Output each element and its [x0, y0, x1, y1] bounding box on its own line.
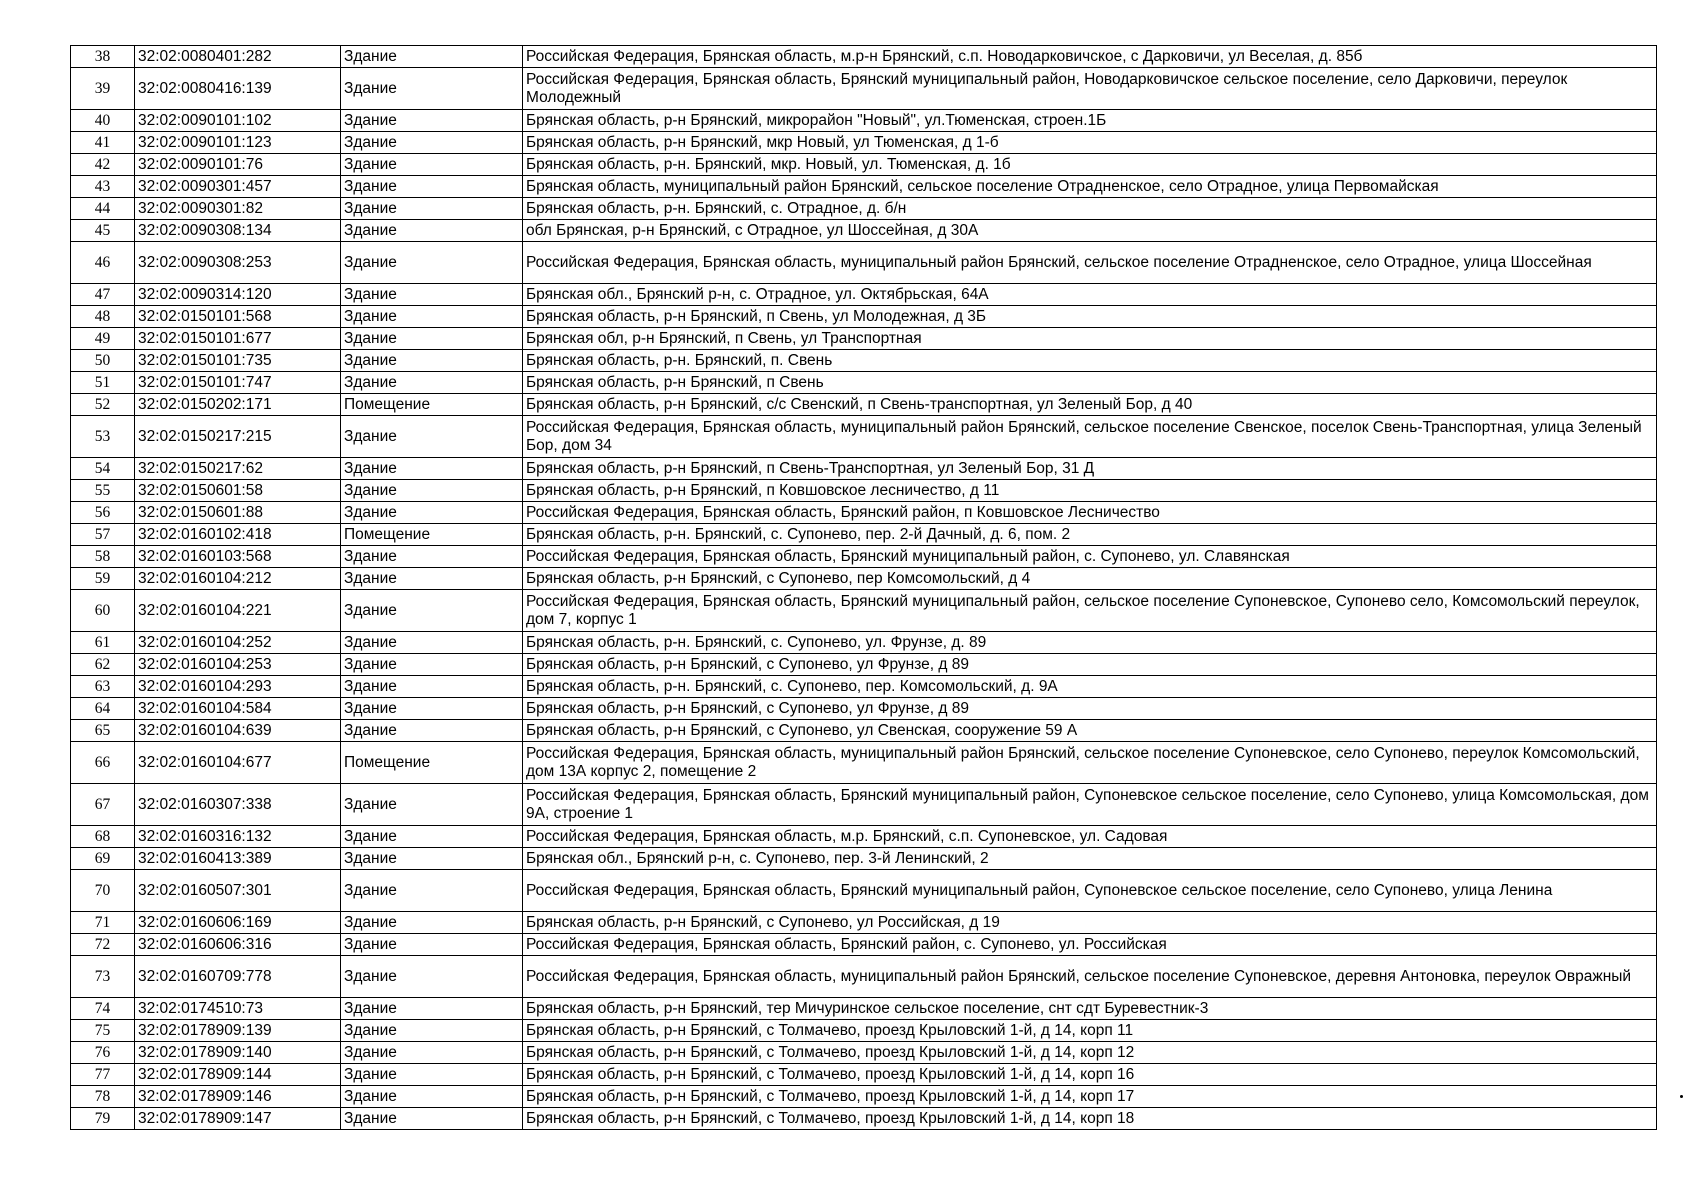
table-row — [71, 502, 1657, 524]
row-number: 75 — [71, 1020, 135, 1042]
cadastral-number: 32:02:0090301:457 — [135, 176, 341, 198]
object-type: Здание — [341, 480, 523, 502]
row-number: 63 — [71, 676, 135, 698]
object-address: Брянская область, р-н Брянский, с Супонево, ул Фрунзе, д 89 — [523, 698, 1657, 720]
cadastral-number: 32:02:0090101:102 — [135, 110, 341, 132]
object-type: Здание — [341, 934, 523, 956]
row-number: 40 — [71, 110, 135, 132]
object-address: Брянская область, р-н Брянский, мкр Новый, ул Тюменская, д 1-б — [523, 132, 1657, 154]
table-row — [71, 68, 1657, 110]
cadastral-number: 32:02:0150202:171 — [135, 394, 341, 416]
object-type: Здание — [341, 1064, 523, 1086]
object-type: Здание — [341, 784, 523, 826]
table-row — [71, 632, 1657, 654]
object-type: Помещение — [341, 394, 523, 416]
object-address: Российская Федерация, Брянская область, муниципальный район Брянский, сельское поселение Супоневское, деревня Антоновка, переулок Овражный — [523, 956, 1657, 998]
object-type: Здание — [341, 372, 523, 394]
object-type: Здание — [341, 912, 523, 934]
object-address: Брянская область, р-н Брянский, с Супонево, ул Свенская, сооружение 59 А — [523, 720, 1657, 742]
cadastral-number: 32:02:0160709:778 — [135, 956, 341, 998]
table-row — [71, 720, 1657, 742]
registry-body — [71, 46, 1657, 1130]
table-row — [71, 546, 1657, 568]
object-address: Брянская область, р-н Брянский, с Супонево, пер Комсомольский, д 4 — [523, 568, 1657, 590]
object-type: Здание — [341, 198, 523, 220]
table-row — [71, 956, 1657, 998]
cadastral-number: 32:02:0160102:418 — [135, 524, 341, 546]
row-number: 54 — [71, 458, 135, 480]
row-number: 44 — [71, 198, 135, 220]
object-address: Российская Федерация, Брянская область, муниципальный район Брянский, сельское поселение Супоневское, село Супонево, переулок Комсомольский, дом 13А корпус 2, помещение 2 — [523, 742, 1657, 784]
object-type: Здание — [341, 1108, 523, 1130]
table-row — [71, 524, 1657, 546]
object-address: Российская Федерация, Брянская область, м.р. Брянский, с.п. Супоневское, ул. Садовая — [523, 826, 1657, 848]
object-type: Здание — [341, 154, 523, 176]
object-type: Здание — [341, 998, 523, 1020]
cadastral-number: 32:02:0178909:139 — [135, 1020, 341, 1042]
object-type: Здание — [341, 220, 523, 242]
cadastral-number: 32:02:0160104:677 — [135, 742, 341, 784]
object-address: Брянская область, р-н. Брянский, с. Супонево, пер. 2-й Дачный, д. 6, пом. 2 — [523, 524, 1657, 546]
row-number: 72 — [71, 934, 135, 956]
object-type: Помещение — [341, 524, 523, 546]
row-number: 64 — [71, 698, 135, 720]
object-type: Здание — [341, 176, 523, 198]
object-type: Здание — [341, 350, 523, 372]
cadastral-number: 32:02:0090308:134 — [135, 220, 341, 242]
table-row — [71, 132, 1657, 154]
object-type: Здание — [341, 654, 523, 676]
object-address: Брянская область, р-н Брянский, с Толмачево, проезд Крыловский 1-й, д 14, корп 18 — [523, 1108, 1657, 1130]
object-address: Брянская область, р-н Брянский, микрорайон "Новый", ул.Тюменская, строен.1Б — [523, 110, 1657, 132]
table-row — [71, 870, 1657, 912]
object-address: Российская Федерация, Брянская область, муниципальный район Брянский, сельское поселение Отрадненское, село Отрадное, улица Шоссейная — [523, 242, 1657, 284]
object-address: Брянская область, р-н Брянский, с Толмачево, проезд Крыловский 1-й, д 14, корп 11 — [523, 1020, 1657, 1042]
table-row — [71, 306, 1657, 328]
cadastral-number: 32:02:0150601:58 — [135, 480, 341, 502]
row-number: 46 — [71, 242, 135, 284]
row-number: 67 — [71, 784, 135, 826]
cadastral-number: 32:02:0160606:316 — [135, 934, 341, 956]
scan-speck — [1680, 1095, 1683, 1098]
row-number: 47 — [71, 284, 135, 306]
table-row — [71, 1086, 1657, 1108]
table-row — [71, 1108, 1657, 1130]
table-row — [71, 698, 1657, 720]
object-type: Здание — [341, 46, 523, 68]
object-address: Брянская область, р-н. Брянский, с. Супонево, пер. Комсомольский, д. 9А — [523, 676, 1657, 698]
table-row — [71, 198, 1657, 220]
row-number: 43 — [71, 176, 135, 198]
table-row — [71, 154, 1657, 176]
object-address: Брянская область, р-н Брянский, с Супонево, ул Фрунзе, д 89 — [523, 654, 1657, 676]
table-row — [71, 590, 1657, 632]
object-address: Российская Федерация, Брянская область, Брянский муниципальный район, Супоневское сельское поселение, село Супонево, улица Комсомольская, дом 9А, строение 1 — [523, 784, 1657, 826]
cadastral-number: 32:02:0150101:677 — [135, 328, 341, 350]
object-type: Здание — [341, 698, 523, 720]
cadastral-number: 32:02:0080401:282 — [135, 46, 341, 68]
object-address: Брянская обл., Брянский р-н, с. Супонево, пер. 3-й Ленинский, 2 — [523, 848, 1657, 870]
object-type: Здание — [341, 1086, 523, 1108]
object-type: Здание — [341, 720, 523, 742]
cadastral-number: 32:02:0178909:147 — [135, 1108, 341, 1130]
table-row — [71, 416, 1657, 458]
row-number: 55 — [71, 480, 135, 502]
row-number: 74 — [71, 998, 135, 1020]
row-number: 49 — [71, 328, 135, 350]
row-number: 50 — [71, 350, 135, 372]
cadastral-number: 32:02:0150601:88 — [135, 502, 341, 524]
object-type: Здание — [341, 110, 523, 132]
row-number: 48 — [71, 306, 135, 328]
cadastral-number: 32:02:0150101:568 — [135, 306, 341, 328]
table-row — [71, 568, 1657, 590]
table-row — [71, 480, 1657, 502]
cadastral-number: 32:02:0160507:301 — [135, 870, 341, 912]
cadastral-number: 32:02:0160104:584 — [135, 698, 341, 720]
object-address: Брянская область, р-н. Брянский, с. Супонево, ул. Фрунзе, д. 89 — [523, 632, 1657, 654]
object-address: Брянская область, р-н Брянский, п Ковшовское лесничество, д 11 — [523, 480, 1657, 502]
object-type: Здание — [341, 284, 523, 306]
cadastral-number: 32:02:0160307:338 — [135, 784, 341, 826]
row-number: 45 — [71, 220, 135, 242]
object-address: Российская Федерация, Брянская область, Брянский муниципальный район, с. Супонево, ул. Славянская — [523, 546, 1657, 568]
object-type: Помещение — [341, 742, 523, 784]
row-number: 79 — [71, 1108, 135, 1130]
object-type: Здание — [341, 676, 523, 698]
object-type: Здание — [341, 416, 523, 458]
row-number: 71 — [71, 912, 135, 934]
cadastral-number: 32:02:0160104:639 — [135, 720, 341, 742]
row-number: 59 — [71, 568, 135, 590]
object-address: Российская Федерация, Брянская область, Брянский муниципальный район, Супоневское сельское поселение, село Супонево, улица Ленина — [523, 870, 1657, 912]
cadastral-number: 32:02:0090301:82 — [135, 198, 341, 220]
row-number: 51 — [71, 372, 135, 394]
table-row — [71, 654, 1657, 676]
object-address: Брянская область, р-н. Брянский, п. Свень — [523, 350, 1657, 372]
row-number: 42 — [71, 154, 135, 176]
object-address: обл Брянская, р-н Брянский, с Отрадное, ул Шоссейная, д 30А — [523, 220, 1657, 242]
cadastral-number: 32:02:0160104:252 — [135, 632, 341, 654]
row-number: 78 — [71, 1086, 135, 1108]
table-row — [71, 110, 1657, 132]
object-type: Здание — [341, 568, 523, 590]
row-number: 38 — [71, 46, 135, 68]
object-type: Здание — [341, 1020, 523, 1042]
object-address: Брянская область, р-н Брянский, с Толмачево, проезд Крыловский 1-й, д 14, корп 12 — [523, 1042, 1657, 1064]
object-address: Российская Федерация, Брянская область, муниципальный район Брянский, сельское поселение Свенское, поселок Свень-Транспортная, улица Зеленый Бор, дом 34 — [523, 416, 1657, 458]
table-row — [71, 458, 1657, 480]
row-number: 66 — [71, 742, 135, 784]
table-row — [71, 284, 1657, 306]
row-number: 41 — [71, 132, 135, 154]
object-address: Брянская область, р-н. Брянский, с. Отрадное, д. б/н — [523, 198, 1657, 220]
row-number: 60 — [71, 590, 135, 632]
object-address: Брянская область, р-н Брянский, п Свень, ул Молодежная, д 3Б — [523, 306, 1657, 328]
cadastral-number: 32:02:0090101:76 — [135, 154, 341, 176]
table-row — [71, 676, 1657, 698]
row-number: 56 — [71, 502, 135, 524]
table-row — [71, 242, 1657, 284]
row-number: 53 — [71, 416, 135, 458]
cadastral-number: 32:02:0090314:120 — [135, 284, 341, 306]
cadastral-number: 32:02:0150217:62 — [135, 458, 341, 480]
cadastral-number: 32:02:0160606:169 — [135, 912, 341, 934]
document-sheet — [70, 45, 1656, 1130]
row-number: 70 — [71, 870, 135, 912]
object-address: Брянская обл, р-н Брянский, п Свень, ул Транспортная — [523, 328, 1657, 350]
row-number: 73 — [71, 956, 135, 998]
object-type: Здание — [341, 546, 523, 568]
object-type: Здание — [341, 68, 523, 110]
cadastral-number: 32:02:0160103:568 — [135, 546, 341, 568]
table-row — [71, 1042, 1657, 1064]
row-number: 58 — [71, 546, 135, 568]
object-type: Здание — [341, 956, 523, 998]
table-row — [71, 934, 1657, 956]
object-address: Брянская область, р-н Брянский, тер Мичуринское сельское поселение, снт сдт Буревестник-3 — [523, 998, 1657, 1020]
row-number: 76 — [71, 1042, 135, 1064]
table-row — [71, 912, 1657, 934]
table-row — [71, 372, 1657, 394]
object-type: Здание — [341, 328, 523, 350]
object-address: Брянская область, р-н Брянский, п Свень-Транспортная, ул Зеленый Бор, 31 Д — [523, 458, 1657, 480]
object-type: Здание — [341, 848, 523, 870]
object-address: Брянская область, р-н Брянский, с/с Свенский, п Свень-транспортная, ул Зеленый Бор, д 40 — [523, 394, 1657, 416]
cadastral-number: 32:02:0178909:140 — [135, 1042, 341, 1064]
row-number: 77 — [71, 1064, 135, 1086]
row-number: 69 — [71, 848, 135, 870]
object-address: Российская Федерация, Брянская область, Брянский район, с. Супонево, ул. Российская — [523, 934, 1657, 956]
cadastral-number: 32:02:0150101:735 — [135, 350, 341, 372]
object-type: Здание — [341, 826, 523, 848]
row-number: 65 — [71, 720, 135, 742]
object-type: Здание — [341, 502, 523, 524]
table-row — [71, 742, 1657, 784]
object-type: Здание — [341, 870, 523, 912]
cadastral-number: 32:02:0090308:253 — [135, 242, 341, 284]
cadastral-number: 32:02:0160104:221 — [135, 590, 341, 632]
cadastral-number: 32:02:0160104:293 — [135, 676, 341, 698]
row-number: 62 — [71, 654, 135, 676]
object-address: Брянская область, муниципальный район Брянский, сельское поселение Отрадненское, село Отрадное, улица Первомайская — [523, 176, 1657, 198]
cadastral-number: 32:02:0090101:123 — [135, 132, 341, 154]
object-type: Здание — [341, 132, 523, 154]
object-type: Здание — [341, 1042, 523, 1064]
row-number: 68 — [71, 826, 135, 848]
row-number: 52 — [71, 394, 135, 416]
row-number: 61 — [71, 632, 135, 654]
table-row — [71, 1064, 1657, 1086]
property-registry-table — [70, 45, 1657, 1130]
object-type: Здание — [341, 632, 523, 654]
cadastral-number: 32:02:0178909:144 — [135, 1064, 341, 1086]
cadastral-number: 32:02:0080416:139 — [135, 68, 341, 110]
table-row — [71, 220, 1657, 242]
table-row — [71, 998, 1657, 1020]
table-row — [71, 784, 1657, 826]
object-type: Здание — [341, 306, 523, 328]
table-row — [71, 826, 1657, 848]
table-row — [71, 1020, 1657, 1042]
object-address: Брянская область, р-н. Брянский, мкр. Новый, ул. Тюменская, д. 1б — [523, 154, 1657, 176]
object-address: Российская Федерация, Брянская область, Брянский муниципальный район, Новодарковичское сельское поселение, село Дарковичи, переулок Молодежный — [523, 68, 1657, 110]
table-row — [71, 176, 1657, 198]
object-address: Брянская область, р-н Брянский, п Свень — [523, 372, 1657, 394]
object-address: Брянская область, р-н Брянский, с Толмачево, проезд Крыловский 1-й, д 14, корп 17 — [523, 1086, 1657, 1108]
table-row — [71, 328, 1657, 350]
table-row — [71, 350, 1657, 372]
table-row — [71, 46, 1657, 68]
cadastral-number: 32:02:0178909:146 — [135, 1086, 341, 1108]
object-type: Здание — [341, 242, 523, 284]
object-address: Российская Федерация, Брянская область, м.р-н Брянский, с.п. Новодарковичское, с Дарковичи, ул Веселая, д. 85б — [523, 46, 1657, 68]
object-address: Брянская обл., Брянский р-н, с. Отрадное, ул. Октябрьская, 64А — [523, 284, 1657, 306]
cadastral-number: 32:02:0174510:73 — [135, 998, 341, 1020]
cadastral-number: 32:02:0160104:212 — [135, 568, 341, 590]
table-row — [71, 848, 1657, 870]
object-address: Российская Федерация, Брянская область, Брянский район, п Ковшовское Лесничество — [523, 502, 1657, 524]
object-type: Здание — [341, 590, 523, 632]
row-number: 39 — [71, 68, 135, 110]
table-row — [71, 394, 1657, 416]
cadastral-number: 32:02:0160104:253 — [135, 654, 341, 676]
row-number: 57 — [71, 524, 135, 546]
object-type: Здание — [341, 458, 523, 480]
cadastral-number: 32:02:0160316:132 — [135, 826, 341, 848]
object-address: Российская Федерация, Брянская область, Брянский муниципальный район, сельское поселение Супоневское, Супонево село, Комсомольский переулок, дом 7, корпус 1 — [523, 590, 1657, 632]
cadastral-number: 32:02:0150217:215 — [135, 416, 341, 458]
cadastral-number: 32:02:0160413:389 — [135, 848, 341, 870]
object-address: Брянская область, р-н Брянский, с Толмачево, проезд Крыловский 1-й, д 14, корп 16 — [523, 1064, 1657, 1086]
object-address: Брянская область, р-н Брянский, с Супонево, ул Российская, д 19 — [523, 912, 1657, 934]
cadastral-number: 32:02:0150101:747 — [135, 372, 341, 394]
